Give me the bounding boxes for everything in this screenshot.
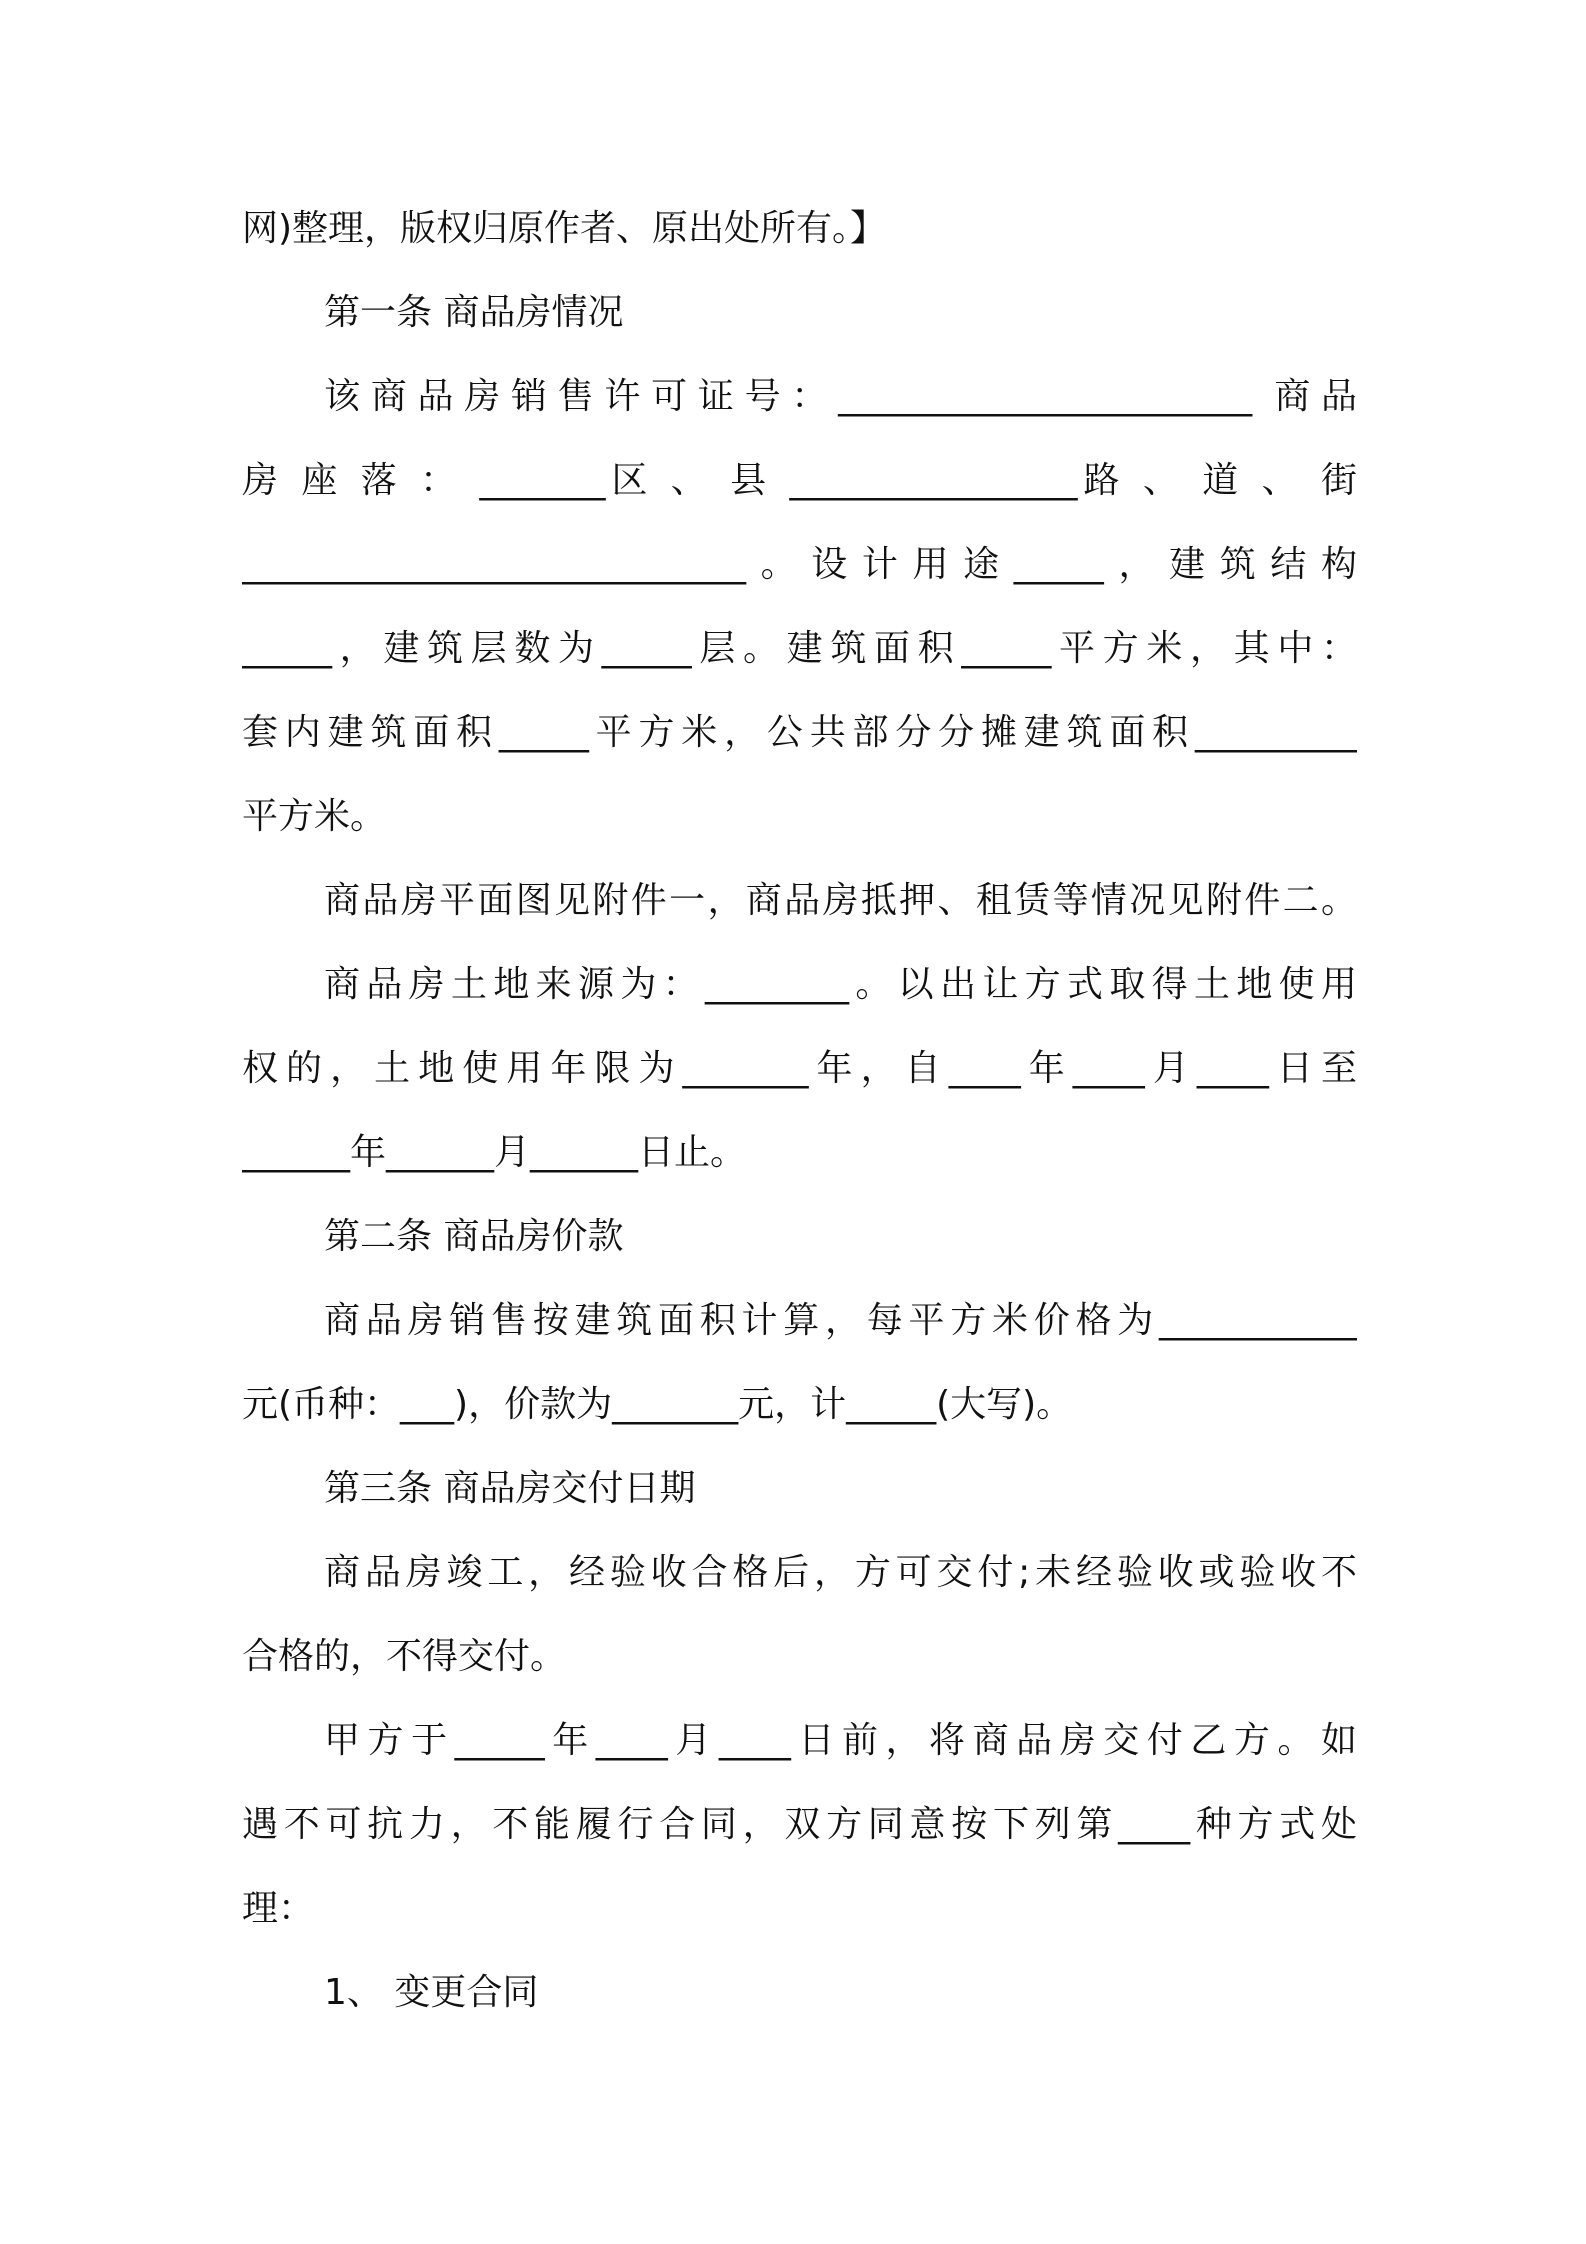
text-line-20: 遇不可抗力，不能履行合同，双方同意按下列第____种方式处: [242, 1804, 1357, 1845]
text-line-3: 该商品房销售许可证号：_______________________ 商品: [324, 376, 1357, 417]
list-item-1: 1、 变更合同: [324, 1972, 539, 2013]
text-line-6: _____，建筑层数为_____层。建筑面积_____平方米，其中：: [242, 628, 1357, 669]
text-line-5: ____________________________。设计用途_____，建筑结构: [242, 544, 1357, 585]
text-line-15: 元(币种：___)，价款为_______元，计_____(大写)。: [242, 1384, 1073, 1425]
text-line-18: 合格的，不得交付。: [242, 1636, 567, 1677]
text-line-8: 平方米。: [242, 796, 387, 837]
article-3-heading: 第三条 商品房交付日期: [324, 1468, 696, 1509]
text-line-14: 商品房销售按建筑面积计算，每平方米价格为___________: [324, 1300, 1357, 1341]
text-line-7: 套内建筑面积_____平方米，公共部分分摊建筑面积_________: [242, 712, 1357, 753]
text-line-4: 房 座 落 ： _______区 、 县 ________________路 、 道 、 街: [242, 460, 1357, 501]
text-line-11: 权的，土地使用年限为_______年，自____年____月____日至: [242, 1048, 1357, 1089]
text-line-19: 甲方于_____年____月____日前，将商品房交付乙方。如: [324, 1720, 1357, 1761]
text-line-21: 理：: [242, 1888, 315, 1929]
text-line-9: 商品房平面图见附件一，商品房抵押、租赁等情况见附件二。: [324, 880, 1357, 921]
text-line-10: 商品房土地来源为：________。以出让方式取得土地使用: [324, 964, 1357, 1005]
article-2-heading: 第二条 商品房价款: [324, 1216, 624, 1257]
text-line-12: ______年______月______日止。: [242, 1132, 747, 1173]
text-line-17: 商品房竣工，经验收合格后，方可交付;未经验收或验收不: [324, 1552, 1357, 1593]
text-line-1: 网)整理，版权归原作者、原出处所有。】: [242, 208, 887, 249]
article-1-heading: 第一条 商品房情况: [324, 292, 624, 333]
